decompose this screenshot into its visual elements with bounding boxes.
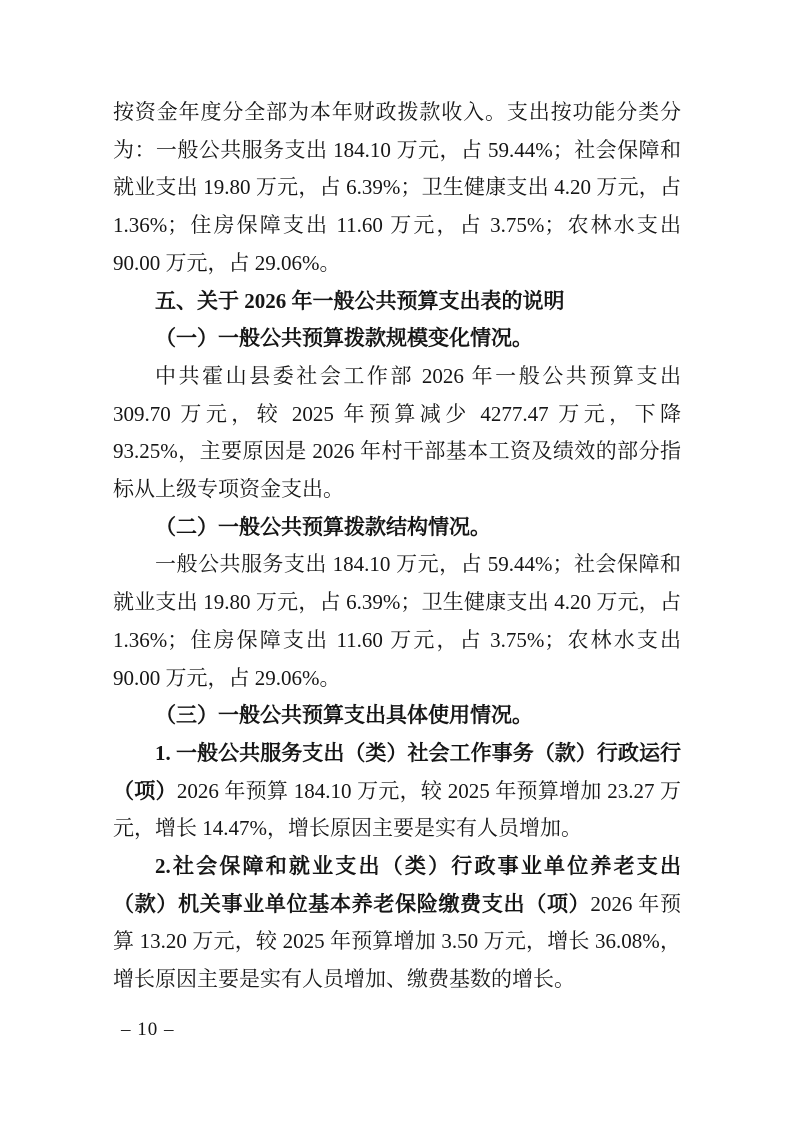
subsection-1-paragraph: 中共霍山县委社会工作部 2026 年一般公共预算支出 309.70 万元，较 2025 年预算减少 4277.47 万元，下降 93.25%，主要原因是 2026 年村干部基本工资及绩效的部分指标从上级专项资金支出。 [113,363,681,502]
paragraph-intro-continuation: 按资金年度分全部为本年财政拨款收入。支出按功能分类分为：一般公共服务支出 184.10 万元，占 59.44%；社会保障和就业支出 19.80 万元，占 6.39%；卫生健康支出 4.20 万元，占 1.36%；住房保障支出 11.60 万元，占 3.75%；农林水支出 90.00 万元，占 29.06%。 [113,100,681,275]
page-number: – 10 – [121,1019,175,1040]
subsection-2-paragraph: 一般公共服务支出 184.10 万元，占 59.44%；社会保障和就业支出 19.80 万元，占 6.39%；卫生健康支出 4.20 万元，占 1.36%；住房保障支出 11.60 万元，占 3.75%；农林水支出 90.00 万元，占 29.06%。 [113,552,681,690]
item-2-lead-bold: 2.社会保障和就业支出（类）行政事业单位养老支出（款）机关事业单位基本养老保险缴费支出（项） [113,854,681,916]
item-2-text: 2026 年预算 13.20 万元，较 2025 年预算增加 3.50 万元，增长 36.08%，增长原因主要是实有人员增加、缴费基数的增长。 [113,891,682,992]
subsection-1-heading: （一）一般公共预算拨款规模变化情况。 [155,326,533,351]
item-1-text: 2026 年预算 184.10 万元，较 2025 年预算增加 23.27 万元，增长 14.47%，增长原因主要是实有人员增加。 [113,778,682,841]
item-2-paragraph [113,848,681,999]
subsection-3-heading: （三）一般公共预算支出具体使用情况。 [155,703,533,728]
subsection-2-heading: （二）一般公共预算拨款结构情况。 [155,514,491,539]
page-footer [121,1016,175,1044]
item-1-lead-bold: 1. 一般公共服务支出（类）社会工作事务（款）行政运行（项） [113,740,681,803]
section-5-heading: 五、关于 2026 年一般公共预算支出表的说明 [155,288,565,313]
item-1-paragraph [113,735,681,848]
document-body [113,94,681,999]
